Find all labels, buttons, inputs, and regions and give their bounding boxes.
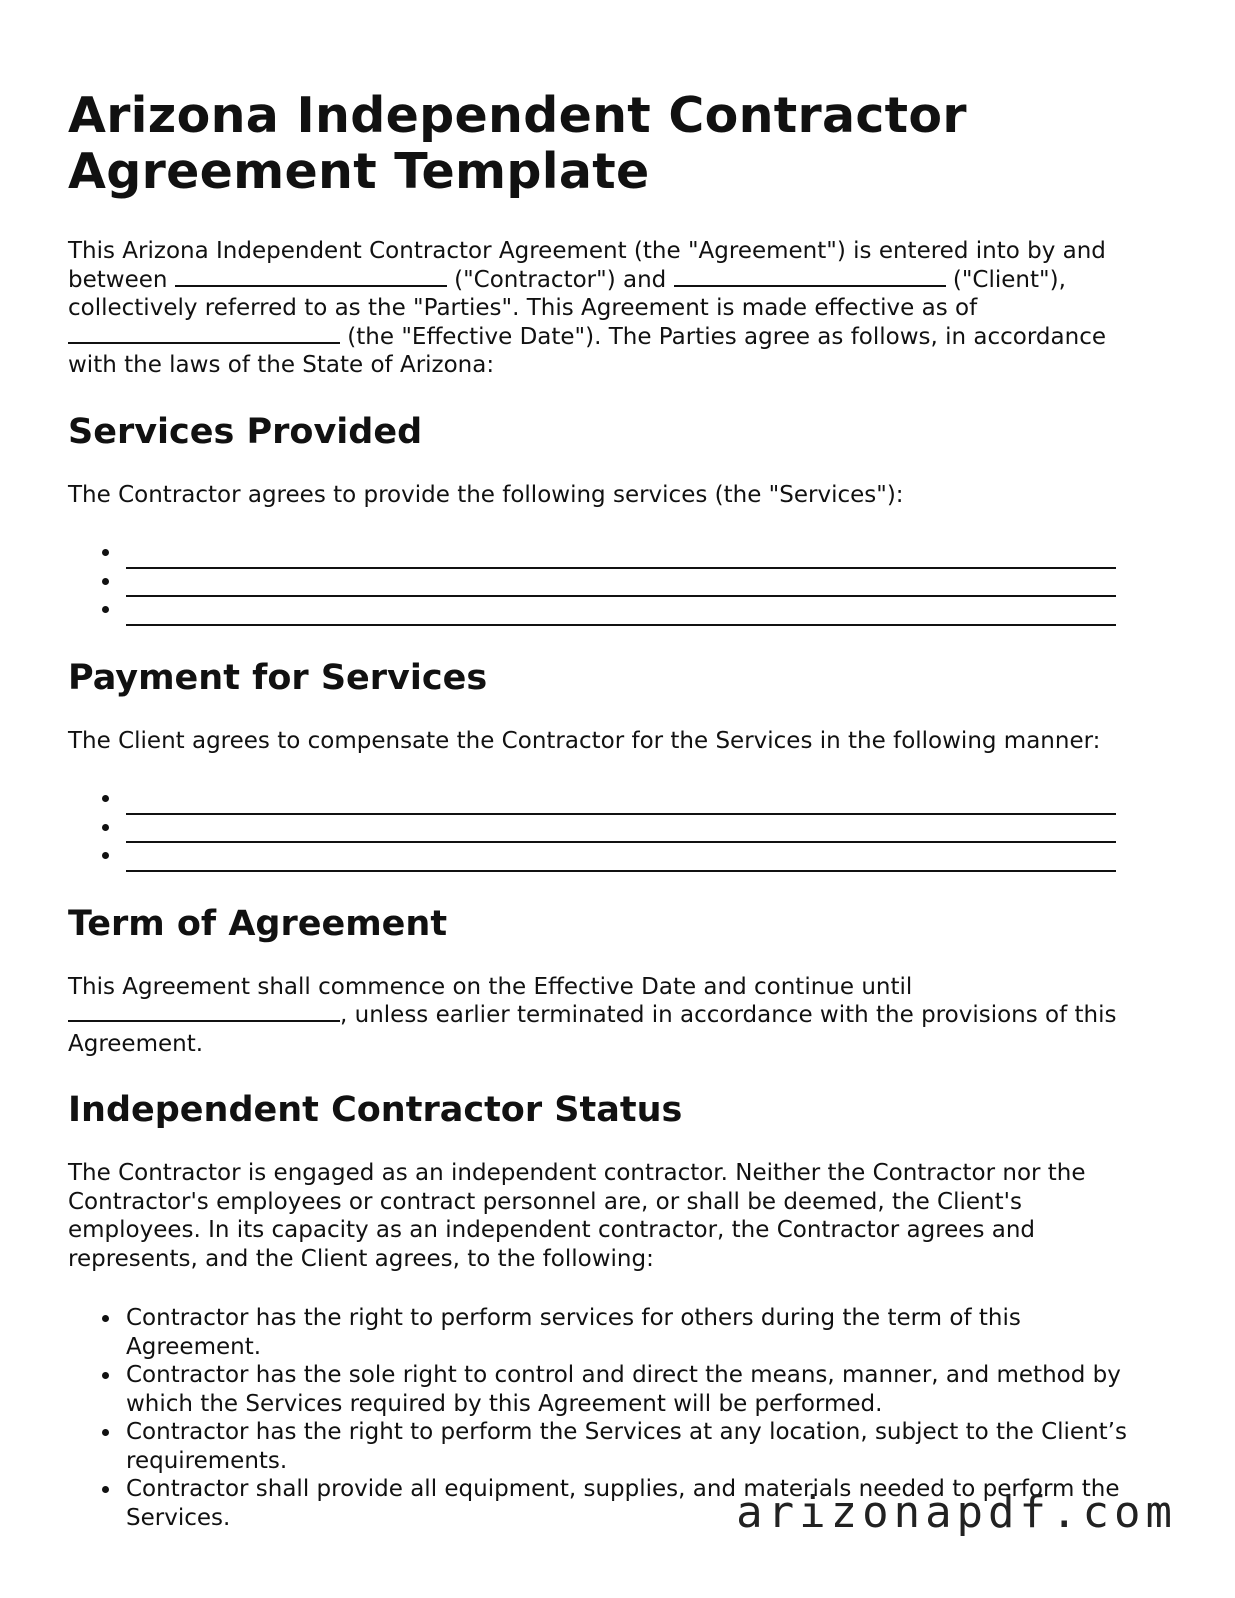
watermark: arizonapdf.com [736,1487,1177,1538]
status-heading: Independent Contractor Status [68,1090,683,1130]
status-text: The Contractor is engaged as an independent contractor. Neither the Contractor nor the Contractor's employees or contract personnel are, or shall be deemed, the Client's employees. In its capacity as an independent contractor, the Contractor agrees and represents, and the Client agrees, to the following: [68,1160,1086,1272]
list-item [126,786,1158,815]
list-item [126,597,1158,626]
intro-text-1: This Arizona Independent Contractor Agreement (the "Agreement") is entered into by and between [68,238,1106,293]
term-text-after: , unless earlier terminated in accordance with the provisions of this Agreement. [68,1002,1117,1057]
intro-text-2: ("Contractor") and [446,266,674,293]
payment-blank-2[interactable] [126,815,1116,844]
client-name-blank[interactable] [674,266,946,287]
intro-text-4: (the "Effective Date"). The Parties agree as follows, in accordance with the laws of the State of Arizona: [68,323,1106,378]
term-end-date-blank[interactable] [68,1001,340,1022]
payment-list [68,786,1158,872]
payment-blank-1[interactable] [126,786,1116,815]
list-item [126,540,1158,569]
service-blank-1[interactable] [126,540,1116,569]
effective-date-blank[interactable] [68,323,340,344]
services-text: The Contractor agrees to provide the following services (the "Services"): [68,481,904,508]
payment-blank-3[interactable] [126,843,1116,872]
list-item: Contractor shall provide all equipment, supplies, and materials needed to perform the Services. [126,1475,1158,1532]
list-item: Contractor has the right to perform services for others during the term of this Agreement. [126,1304,1158,1361]
service-blank-2[interactable] [126,569,1116,598]
contractor-name-blank[interactable] [175,266,447,287]
payment-text: The Client agrees to compensate the Contractor for the Services in the following manner: [68,727,1101,754]
list-item: Contractor has the right to perform the Services at any location, subject to the Client’s requirements. [126,1418,1158,1475]
intro-paragraph [68,237,1158,380]
service-blank-3[interactable] [126,597,1116,626]
list-item: Contractor has the sole right to control and direct the means, manner, and method by which the Services required by this Agreement will be performed. [126,1361,1158,1418]
list-item [126,815,1158,844]
intro-text-3: ("Client"), collectively referred to as the "Parties". This Agreement is made effective as of [68,266,1066,321]
payment-heading: Payment for Services [68,657,488,698]
document-title: Arizona Independent Contractor Agreement Template [68,87,967,200]
term-heading: Term of Agreement [68,903,448,944]
document-page [68,88,1158,1563]
services-heading: Services Provided [68,411,423,452]
services-list [68,540,1158,626]
list-item [126,569,1158,598]
list-item [126,843,1158,872]
term-text-before: This Agreement shall commence on the Effective Date and continue until [68,973,913,1000]
term-text [68,973,1158,1059]
